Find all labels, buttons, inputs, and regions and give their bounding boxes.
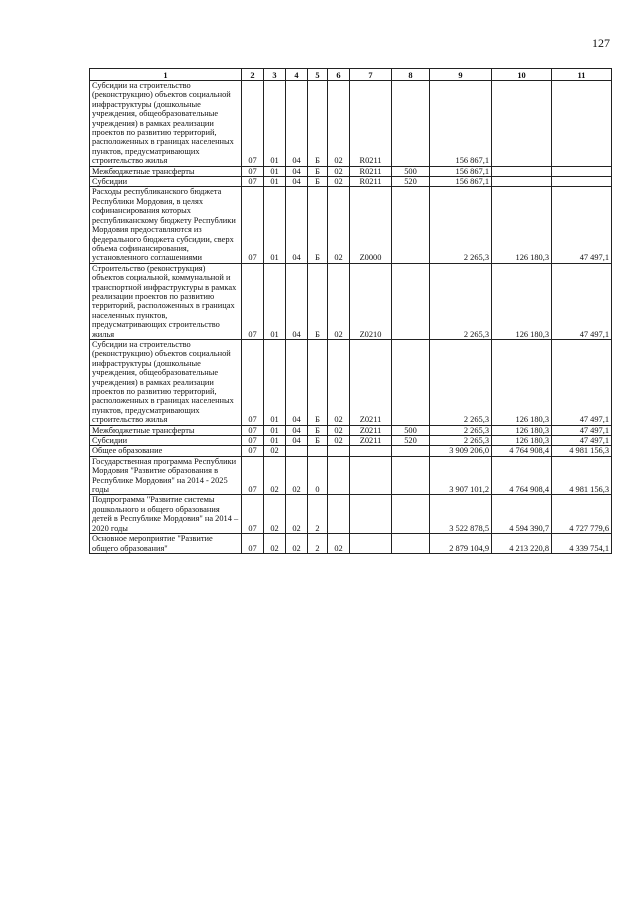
cell-c2: 07 (242, 495, 264, 534)
cell-c2: 07 (242, 425, 264, 435)
cell-c2: 07 (242, 81, 264, 167)
cell-c8: 520 (392, 436, 430, 446)
cell-c9: 3 909 206,0 (430, 446, 492, 456)
table-row (90, 495, 612, 534)
cell-c5: Б (308, 81, 328, 167)
cell-c9: 156 867,1 (430, 81, 492, 167)
cell-c6 (328, 456, 350, 495)
cell-c2: 07 (242, 263, 264, 339)
table-row (90, 81, 612, 167)
row-name-cell: Субсидии на строительство (реконструкцию) объектов социальной инфраструктуры (дошкольные учреждения, общеобразовательные учреждения) в рамках реализации проектов по развитию территорий, расположенных в границах населенных пунктов, предусматривающих строительство жилья (90, 339, 242, 425)
row-name-cell: Подпрограмма "Развитие системы дошкольного и общего образования детей в Республике Мордовия" на 2014 – 2020 годы (90, 495, 242, 534)
column-header: 11 (552, 69, 612, 81)
cell-c6: 02 (328, 534, 350, 554)
cell-c11: 4 339 754,1 (552, 534, 612, 554)
cell-c6 (328, 495, 350, 534)
cell-c3: 01 (264, 187, 286, 263)
cell-c8 (392, 446, 430, 456)
cell-c9: 2 265,3 (430, 339, 492, 425)
cell-c11 (552, 177, 612, 187)
cell-c11 (552, 166, 612, 176)
cell-c10: 4 213 220,8 (492, 534, 552, 554)
cell-c2: 07 (242, 166, 264, 176)
cell-c4: 04 (286, 263, 308, 339)
table-row (90, 456, 612, 495)
cell-c5: Б (308, 177, 328, 187)
cell-c5: 0 (308, 456, 328, 495)
cell-c3: 02 (264, 495, 286, 534)
cell-c4: 04 (286, 177, 308, 187)
cell-c7: Z0211 (350, 436, 392, 446)
cell-c6: 02 (328, 425, 350, 435)
row-name-cell: Государственная программа Республики Мордовия "Развитие образования в Республике Мордовия" на 2014 - 2025 годы (90, 456, 242, 495)
cell-c3: 01 (264, 425, 286, 435)
cell-c9: 2 265,3 (430, 187, 492, 263)
column-header: 3 (264, 69, 286, 81)
cell-c4 (286, 446, 308, 456)
cell-c9: 2 265,3 (430, 425, 492, 435)
column-header: 5 (308, 69, 328, 81)
row-name-cell: Субсидии (90, 436, 242, 446)
cell-c2: 07 (242, 177, 264, 187)
table-row (90, 263, 612, 339)
cell-c10: 4 594 390,7 (492, 495, 552, 534)
cell-c8 (392, 81, 430, 167)
cell-c9: 2 265,3 (430, 263, 492, 339)
table-row (90, 446, 612, 456)
cell-c8 (392, 456, 430, 495)
cell-c7 (350, 495, 392, 534)
cell-c5: Б (308, 436, 328, 446)
cell-c7 (350, 534, 392, 554)
cell-c4: 04 (286, 339, 308, 425)
cell-c5: Б (308, 187, 328, 263)
cell-c6: 02 (328, 81, 350, 167)
cell-c11: 47 497,1 (552, 187, 612, 263)
cell-c7: R0211 (350, 166, 392, 176)
cell-c3: 01 (264, 436, 286, 446)
cell-c10: 126 180,3 (492, 339, 552, 425)
cell-c5: Б (308, 425, 328, 435)
cell-c6: 02 (328, 436, 350, 446)
header-row (90, 69, 612, 81)
cell-c11: 47 497,1 (552, 425, 612, 435)
cell-c2: 07 (242, 339, 264, 425)
cell-c2: 07 (242, 446, 264, 456)
table-row (90, 187, 612, 263)
cell-c10: 4 764 908,4 (492, 446, 552, 456)
cell-c8 (392, 263, 430, 339)
cell-c2: 07 (242, 436, 264, 446)
cell-c10: 126 180,3 (492, 425, 552, 435)
cell-c3: 01 (264, 166, 286, 176)
cell-c10 (492, 81, 552, 167)
cell-c6: 02 (328, 263, 350, 339)
column-header: 9 (430, 69, 492, 81)
cell-c10: 4 764 908,4 (492, 456, 552, 495)
page-number: 127 (592, 36, 610, 50)
cell-c11 (552, 81, 612, 167)
cell-c6 (328, 446, 350, 456)
cell-c11: 47 497,1 (552, 339, 612, 425)
row-name-cell: Расходы республиканского бюджета Республики Мордовия, в целях софинансирования которых республиканскому бюджету Республики Мордовия предоставляются из федерального бюджета субсидии, сверх объема софинансирования, установленного соглашениями (90, 187, 242, 263)
cell-c8 (392, 339, 430, 425)
cell-c7: Z0000 (350, 187, 392, 263)
budget-table (89, 68, 612, 554)
table-row (90, 166, 612, 176)
cell-c10: 126 180,3 (492, 263, 552, 339)
cell-c8 (392, 495, 430, 534)
table-row (90, 425, 612, 435)
cell-c3: 01 (264, 81, 286, 167)
cell-c4: 04 (286, 166, 308, 176)
cell-c3: 02 (264, 456, 286, 495)
cell-c10 (492, 177, 552, 187)
cell-c3: 01 (264, 177, 286, 187)
cell-c7: Z0211 (350, 339, 392, 425)
cell-c2: 07 (242, 187, 264, 263)
cell-c3: 02 (264, 446, 286, 456)
table-row (90, 177, 612, 187)
cell-c4: 02 (286, 495, 308, 534)
cell-c7: Z0210 (350, 263, 392, 339)
cell-c7: R0211 (350, 177, 392, 187)
cell-c5 (308, 446, 328, 456)
cell-c11: 47 497,1 (552, 263, 612, 339)
table-row (90, 436, 612, 446)
column-header: 10 (492, 69, 552, 81)
cell-c10: 126 180,3 (492, 436, 552, 446)
cell-c11: 4 981 156,3 (552, 456, 612, 495)
cell-c9: 156 867,1 (430, 177, 492, 187)
cell-c8: 520 (392, 177, 430, 187)
row-name-cell: Общее образование (90, 446, 242, 456)
row-name-cell: Межбюджетные трансферты (90, 166, 242, 176)
cell-c11: 4 727 779,6 (552, 495, 612, 534)
cell-c7: R0211 (350, 81, 392, 167)
cell-c4: 04 (286, 436, 308, 446)
column-header: 1 (90, 69, 242, 81)
row-name-cell: Строительство (реконструкция) объектов социальной, коммунальной и транспортной инфраструктуры в рамках реализации проектов по развитию территорий, расположенных в границах населенных пунктов, предусматривающих строительство жилья (90, 263, 242, 339)
cell-c4: 02 (286, 456, 308, 495)
cell-c6: 02 (328, 166, 350, 176)
table-row (90, 339, 612, 425)
cell-c6: 02 (328, 177, 350, 187)
cell-c2: 07 (242, 456, 264, 495)
cell-c11: 4 981 156,3 (552, 446, 612, 456)
cell-c9: 156 867,1 (430, 166, 492, 176)
cell-c8: 500 (392, 166, 430, 176)
column-header: 6 (328, 69, 350, 81)
cell-c3: 01 (264, 339, 286, 425)
cell-c5: 2 (308, 534, 328, 554)
cell-c6: 02 (328, 339, 350, 425)
table-row (90, 534, 612, 554)
cell-c9: 2 265,3 (430, 436, 492, 446)
cell-c11: 47 497,1 (552, 436, 612, 446)
row-name-cell: Субсидии (90, 177, 242, 187)
cell-c3: 02 (264, 534, 286, 554)
cell-c3: 01 (264, 263, 286, 339)
cell-c8 (392, 187, 430, 263)
cell-c4: 04 (286, 81, 308, 167)
cell-c7: Z0211 (350, 425, 392, 435)
cell-c7 (350, 456, 392, 495)
cell-c5: Б (308, 339, 328, 425)
column-header: 2 (242, 69, 264, 81)
cell-c4: 04 (286, 425, 308, 435)
cell-c9: 3 907 101,2 (430, 456, 492, 495)
cell-c5: Б (308, 166, 328, 176)
row-name-cell: Основное мероприятие "Развитие общего образования" (90, 534, 242, 554)
cell-c2: 07 (242, 534, 264, 554)
cell-c10: 126 180,3 (492, 187, 552, 263)
cell-c8: 500 (392, 425, 430, 435)
cell-c6: 02 (328, 187, 350, 263)
cell-c4: 04 (286, 187, 308, 263)
row-name-cell: Межбюджетные трансферты (90, 425, 242, 435)
cell-c7 (350, 446, 392, 456)
cell-c9: 2 879 104,9 (430, 534, 492, 554)
row-name-cell: Субсидии на строительство (реконструкцию) объектов социальной инфраструктуры (дошкольные учреждения, общеобразовательные учреждения) в рамках реализации проектов по развитию территорий, расположенных в границах населенных пунктов, предусматривающих строительство жилья (90, 81, 242, 167)
cell-c5: Б (308, 263, 328, 339)
column-header: 8 (392, 69, 430, 81)
cell-c10 (492, 166, 552, 176)
column-header: 7 (350, 69, 392, 81)
cell-c9: 3 522 878,5 (430, 495, 492, 534)
cell-c4: 02 (286, 534, 308, 554)
column-header: 4 (286, 69, 308, 81)
cell-c5: 2 (308, 495, 328, 534)
cell-c8 (392, 534, 430, 554)
